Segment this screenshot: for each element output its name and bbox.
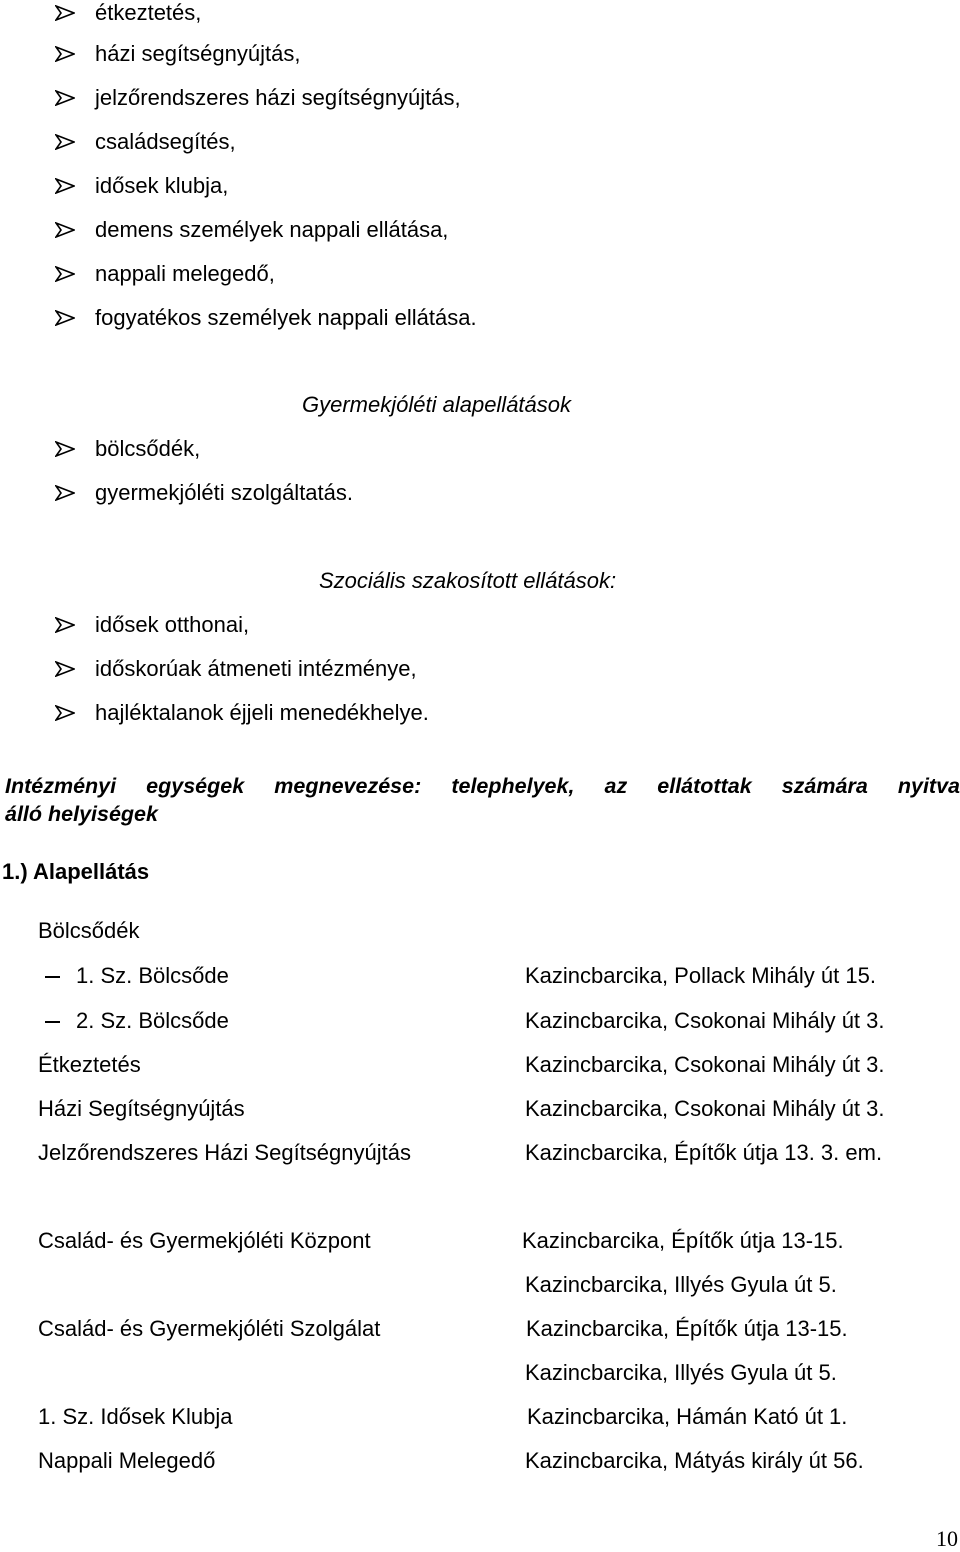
arrowhead-bullet-icon [55, 617, 75, 633]
facility-address: Kazincbarcika, Építők útja 13-15. [526, 1316, 848, 1341]
arrowhead-bullet-icon [55, 90, 75, 106]
facility-name: Jelzőrendszeres Házi Segítségnyújtás [38, 1140, 411, 1165]
list-item-text: időskorúak átmeneti intézménye, [95, 656, 417, 681]
section-title: álló helyiségek [5, 802, 158, 826]
bolcsodek-label: Bölcsődék [38, 918, 140, 943]
list-item-text: étkeztetés, [95, 0, 202, 25]
facility-address: Kazincbarcika, Építők útja 13. 3. em. [525, 1140, 883, 1165]
arrowhead-bullet-icon [55, 222, 75, 238]
facility-address: Kazincbarcika, Illyés Gyula út 5. [525, 1360, 837, 1385]
arrowhead-bullet-icon [55, 46, 75, 62]
page-number: 10 [936, 1526, 958, 1551]
list-item-text: házi segítségnyújtás, [95, 41, 301, 66]
list-item-text: hajléktalanok éjjeli menedékhelye. [95, 700, 429, 725]
facility-address: Kazincbarcika, Illyés Gyula út 5. [525, 1272, 837, 1297]
facility-name: 2. Sz. Bölcsőde [76, 1008, 229, 1033]
arrowhead-bullet-icon [55, 485, 75, 501]
facility-address: Kazincbarcika, Csokonai Mihály út 3. [525, 1008, 885, 1033]
subsection-title: 1.) Alapellátás [2, 859, 150, 884]
arrowhead-bullet-icon [55, 178, 75, 194]
facility-name: Étkeztetés [38, 1052, 141, 1077]
facility-address: Kazincbarcika, Építők útja 13-15. [522, 1228, 844, 1253]
list-item-text: jelzőrendszeres házi segítségnyújtás, [95, 85, 461, 110]
facility-address: Kazincbarcika, Hámán Kató út 1. [527, 1404, 848, 1429]
arrowhead-bullet-icon [55, 134, 75, 150]
list-item-text: idősek otthonai, [95, 612, 250, 637]
facility-name: Nappali Melegedő [38, 1448, 216, 1473]
facility-name: Házi Segítségnyújtás [38, 1096, 245, 1121]
facility-name: Család- és Gyermekjóléti Központ [38, 1228, 371, 1253]
section-title: Intézményi egységek megnevezése: telephelyek, az ellátottak számára nyitva [5, 774, 960, 798]
heading-specialized-care: Szociális szakosított ellátások: [319, 568, 617, 593]
dash-bullet-icon [45, 976, 60, 978]
facility-address: Kazincbarcika, Csokonai Mihály út 3. [525, 1096, 885, 1121]
facility-name: 1. Sz. Idősek Klubja [38, 1404, 233, 1429]
arrowhead-bullet-icon [55, 705, 75, 721]
dash-bullet-icon [45, 1021, 60, 1023]
arrowhead-bullet-icon [55, 310, 75, 326]
arrowhead-bullet-icon [55, 5, 75, 21]
arrowhead-bullet-icon [55, 441, 75, 457]
heading-child-welfare: Gyermekjóléti alapellátások [302, 392, 572, 417]
facility-name: Család- és Gyermekjóléti Szolgálat [38, 1316, 381, 1341]
list-item-text: demens személyek nappali ellátása, [95, 217, 449, 242]
facility-address: Kazincbarcika, Pollack Mihály út 15. [525, 963, 876, 988]
arrowhead-bullet-icon [55, 266, 75, 282]
arrowhead-bullet-icon [55, 661, 75, 677]
list-item-text: fogyatékos személyek nappali ellátása. [95, 305, 477, 330]
list-item-text: családsegítés, [95, 129, 236, 154]
facility-name: 1. Sz. Bölcsőde [76, 963, 229, 988]
list-item-text: bölcsődék, [95, 436, 201, 461]
list-item-text: nappali melegedő, [95, 261, 275, 286]
facility-address: Kazincbarcika, Mátyás király út 56. [525, 1448, 864, 1473]
list-item-text: idősek klubja, [95, 173, 229, 198]
list-item-text: gyermekjóléti szolgáltatás. [95, 480, 354, 505]
facility-address: Kazincbarcika, Csokonai Mihály út 3. [525, 1052, 885, 1077]
